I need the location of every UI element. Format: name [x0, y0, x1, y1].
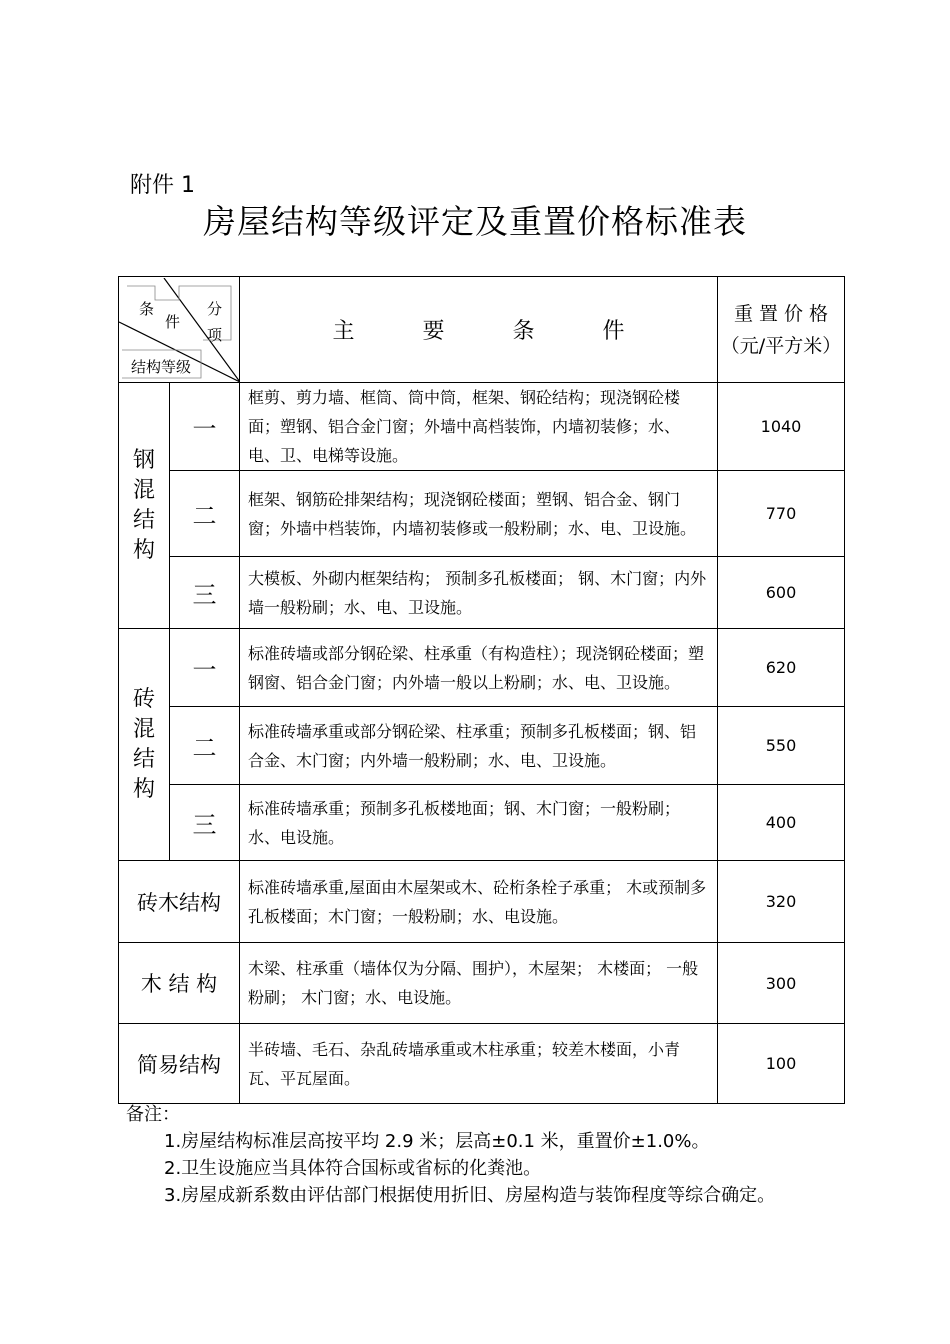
grade-cell: 一 — [170, 629, 240, 707]
table-row — [119, 943, 845, 1024]
price-cell: 400 — [718, 785, 845, 861]
price-cell: 100 — [718, 1024, 845, 1104]
conditions-cell: 框架、钢筋砼排架结构；现浇钢砼楼面；塑钢、铝合金、钢门窗；外墙中档装饰，内墙初装修或一般粉刷；水、电、卫设施。 — [240, 471, 718, 557]
price-cell: 600 — [718, 557, 845, 629]
corner-text-xiang: 项 — [207, 325, 223, 344]
table-row — [119, 471, 845, 557]
category-brick-wood: 砖木结构 — [119, 861, 240, 943]
table-row — [119, 785, 845, 861]
conditions-cell: 半砖墙、毛石、杂乱砖墙承重或木柱承重；较差木楼面，小青瓦、平瓦屋面。 — [240, 1024, 718, 1104]
page-title: 房屋结构等级评定及重置价格标准表 — [203, 202, 747, 241]
corner-text-fen: 分 — [207, 299, 223, 318]
corner-text-tiao: 条 — [139, 299, 155, 318]
conditions-cell: 大模板、外砌内框架结构； 预制多孔板楼面； 钢、木门窗；内外墙一般粉刷；水、电、卫设施。 — [240, 557, 718, 629]
grade-cell: 三 — [170, 785, 240, 861]
price-cell: 320 — [718, 861, 845, 943]
price-cell: 1040 — [718, 383, 845, 471]
standard-table — [118, 276, 845, 1104]
table-row — [119, 383, 845, 471]
table-row — [119, 1024, 845, 1104]
conditions-cell: 标准砖墙承重,屋面由木屋架或木、砼桁条栓子承重； 木或预制多孔板楼面；木门窗；一般粉刷；水、电设施。 — [240, 861, 718, 943]
grade-cell: 二 — [170, 471, 240, 557]
main-conditions-header: 主 要 条 件 — [240, 277, 718, 383]
table-row — [119, 557, 845, 629]
category-steel-concrete: 钢 混 结 构 — [119, 383, 170, 629]
table-row — [119, 861, 845, 943]
grade-cell: 二 — [170, 707, 240, 785]
notes-section — [126, 1101, 775, 1209]
category-wood: 木 结 构 — [119, 943, 240, 1024]
conditions-cell: 框剪、剪力墙、框筒、筒中筒，框架、钢砼结构；现浇钢砼楼面；塑钢、铝合金门窗；外墙中高档装饰，内墙初装修；水、电、卫、电梯等设施。 — [240, 383, 718, 471]
attachment-label: 附件 1 — [130, 173, 195, 198]
conditions-cell: 标准砖墙承重或部分钢砼梁、柱承重；预制多孔板楼面；钢、铝合金、木门窗；内外墙一般粉刷；水、电、卫设施。 — [240, 707, 718, 785]
note-item: 2.卫生设施应当具体符合国标或省标的化粪池。 — [164, 1158, 542, 1179]
corner-cell — [119, 277, 240, 383]
conditions-cell: 标准砖墙承重；预制多孔板楼地面；钢、木门窗；一般粉刷；水、电设施。 — [240, 785, 718, 861]
note-item: 1.房屋结构标准层高按平均 2.9 米；层高±0.1 米，重置价±1.0%。 — [164, 1131, 710, 1152]
notes-label: 备注： — [126, 1104, 180, 1125]
table-row — [119, 629, 845, 707]
grade-cell: 三 — [170, 557, 240, 629]
corner-text-jian: 件 — [165, 312, 181, 331]
table-header-row — [119, 277, 845, 383]
price-cell: 300 — [718, 943, 845, 1024]
price-cell: 620 — [718, 629, 845, 707]
category-brick-concrete: 砖 混 结 构 — [119, 629, 170, 861]
conditions-cell: 木梁、柱承重（墙体仅为分隔、围护），木屋架； 木楼面； 一般粉刷； 木门窗；水、电设施。 — [240, 943, 718, 1024]
price-cell: 770 — [718, 471, 845, 557]
conditions-cell: 标准砖墙或部分钢砼梁、柱承重（有构造柱）；现浇钢砼楼面；塑钢窗、铝合金门窗；内外墙一般以上粉刷；水、电、卫设施。 — [240, 629, 718, 707]
price-header: 重 置 价 格 （元/平方米） — [718, 277, 845, 383]
grade-cell: 一 — [170, 383, 240, 471]
price-cell: 550 — [718, 707, 845, 785]
corner-text-grade: 结构等级 — [131, 357, 192, 376]
table-row — [119, 707, 845, 785]
note-item: 3.房屋成新系数由评估部门根据使用折旧、房屋构造与装饰程度等综合确定。 — [164, 1185, 776, 1206]
category-simple: 简易结构 — [119, 1024, 240, 1104]
